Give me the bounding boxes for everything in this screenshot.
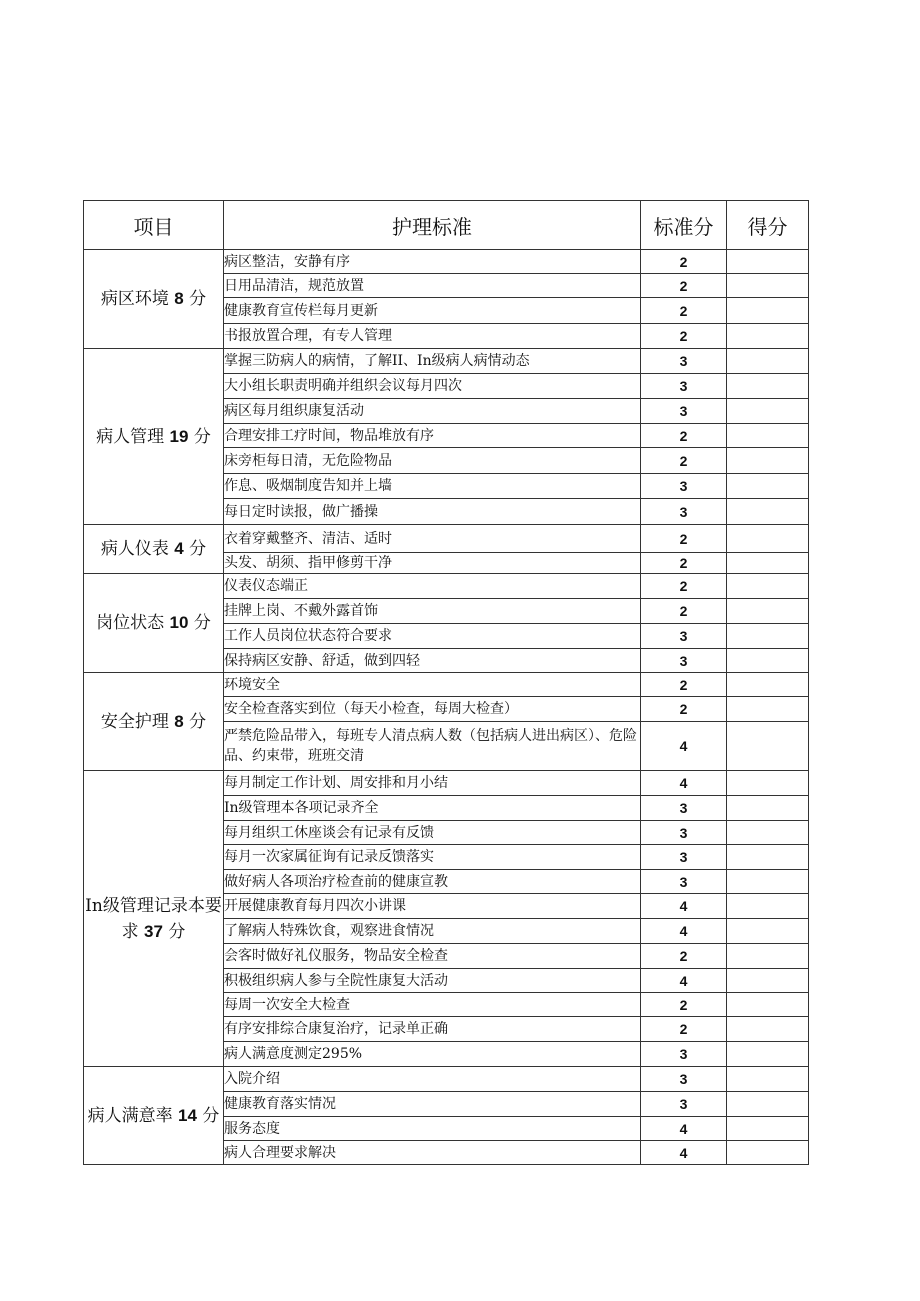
- standard-score: 2: [641, 298, 727, 324]
- score-got-cell[interactable]: [727, 870, 809, 894]
- standard-score: 2: [641, 697, 727, 722]
- standard-text: 作息、吸烟制度告知并上墙: [224, 474, 641, 499]
- standard-score: 3: [641, 1067, 727, 1092]
- standard-text: 日用品清洁，规范放置: [224, 274, 641, 298]
- header-score: 标准分: [641, 201, 727, 250]
- score-got-cell[interactable]: [727, 969, 809, 993]
- score-got-cell[interactable]: [727, 993, 809, 1017]
- standard-score: 2: [641, 525, 727, 553]
- standard-score: 2: [641, 673, 727, 697]
- standard-text: 病区每月组织康复活动: [224, 399, 641, 424]
- standard-text: 保持病区安静、舒适，做到四轻: [224, 649, 641, 673]
- standard-score: 3: [641, 499, 727, 525]
- standard-score: 4: [641, 771, 727, 796]
- standard-text: 大小组长职责明确并组织会议每月四次: [224, 374, 641, 399]
- standard-text: 合理安排工疗时间，物品堆放有序: [224, 424, 641, 448]
- standard-text: 服务态度: [224, 1117, 641, 1141]
- standard-text: 安全检查落实到位（每天小检查，每周大检查）: [224, 697, 641, 722]
- score-got-cell[interactable]: [727, 673, 809, 697]
- score-got-cell[interactable]: [727, 1042, 809, 1067]
- standard-score: 2: [641, 553, 727, 574]
- standard-text: 掌握三防病人的病情，了解II、In级病人病情动态: [224, 349, 641, 374]
- standard-text: 病人合理要求解决: [224, 1141, 641, 1165]
- standard-score: 4: [641, 894, 727, 919]
- category-name: 病人仪表: [100, 539, 169, 559]
- category-points: 8: [174, 711, 184, 731]
- category-cell: [84, 349, 224, 525]
- standard-text: 病人满意度测定295%: [224, 1042, 641, 1067]
- category-unit: 分: [189, 289, 207, 309]
- table-row: [84, 1067, 809, 1092]
- standard-text: 衣着穿戴整齐、清洁、适时: [224, 525, 641, 553]
- category-cell: [84, 250, 224, 349]
- score-got-cell[interactable]: [727, 374, 809, 399]
- score-got-cell[interactable]: [727, 499, 809, 525]
- standard-score: 2: [641, 944, 727, 969]
- category-points: 37: [144, 921, 163, 941]
- category-cell: [84, 673, 224, 771]
- category-name: 岗位状态: [96, 613, 165, 633]
- score-got-cell[interactable]: [727, 424, 809, 448]
- score-got-cell[interactable]: [727, 821, 809, 845]
- category-unit: 分: [168, 921, 186, 942]
- standard-score: 2: [641, 324, 727, 349]
- score-got-cell[interactable]: [727, 649, 809, 673]
- score-got-cell[interactable]: [727, 324, 809, 349]
- standard-text: 挂牌上岗、不戴外露首饰: [224, 599, 641, 624]
- category-unit: 分: [189, 539, 207, 559]
- standard-score: 2: [641, 599, 727, 624]
- category-cell: [84, 1067, 224, 1165]
- standard-score: 2: [641, 274, 727, 298]
- category-name: 病人管理: [96, 426, 165, 447]
- header-row: [84, 201, 809, 250]
- standard-text: 每月一次家属征询有记录反馈落实: [224, 845, 641, 870]
- standard-score: 3: [641, 1092, 727, 1117]
- header-item: 项目: [84, 201, 224, 250]
- standard-score: 3: [641, 821, 727, 845]
- standard-text: 入院介绍: [224, 1067, 641, 1092]
- score-got-cell[interactable]: [727, 1141, 809, 1165]
- table-body: [84, 250, 809, 1165]
- table-row: [84, 525, 809, 553]
- standard-text: 环境安全: [224, 673, 641, 697]
- standard-score: 4: [641, 722, 727, 771]
- score-got-cell[interactable]: [727, 250, 809, 274]
- standard-score: 3: [641, 474, 727, 499]
- score-got-cell[interactable]: [727, 349, 809, 374]
- category-name: 病人满意率: [87, 1105, 173, 1126]
- standard-score: 2: [641, 448, 727, 474]
- nursing-standard-table: [83, 200, 809, 1165]
- standard-score: 3: [641, 1042, 727, 1067]
- category-unit: 分: [202, 1105, 220, 1126]
- standard-text: 做好病人各项治疗检查前的健康宣教: [224, 870, 641, 894]
- header-got: 得分: [727, 201, 809, 250]
- standard-score: 3: [641, 624, 727, 649]
- score-got-cell[interactable]: [727, 624, 809, 649]
- standard-text: 每日定时读报，做广播操: [224, 499, 641, 525]
- standard-score: 3: [641, 374, 727, 399]
- standard-score: 2: [641, 424, 727, 448]
- score-got-cell[interactable]: [727, 399, 809, 424]
- category-name: In级管理记录本要求: [85, 895, 222, 942]
- score-got-cell[interactable]: [727, 1017, 809, 1042]
- header-standard: 护理标准: [224, 201, 641, 250]
- score-got-cell[interactable]: [727, 796, 809, 821]
- category-unit: 分: [189, 711, 207, 732]
- category-points: 10: [169, 613, 189, 632]
- category-name: 安全护理: [100, 711, 169, 732]
- standard-text: 每周一次安全大检查: [224, 993, 641, 1017]
- standard-score: 3: [641, 845, 727, 870]
- table-row: [84, 673, 809, 697]
- standard-text: 床旁柜每日清，无危险物品: [224, 448, 641, 474]
- score-got-cell[interactable]: [727, 1067, 809, 1092]
- standard-text: 了解病人特殊饮食，观察进食情况: [224, 919, 641, 944]
- standard-text: 有序安排综合康复治疗，记录单正确: [224, 1017, 641, 1042]
- score-got-cell[interactable]: [727, 298, 809, 324]
- score-got-cell[interactable]: [727, 525, 809, 553]
- standard-text: 每月制定工作计划、周安排和月小结: [224, 771, 641, 796]
- score-got-cell[interactable]: [727, 771, 809, 796]
- standard-score: 4: [641, 919, 727, 944]
- standard-score: 3: [641, 649, 727, 673]
- standard-score: 4: [641, 969, 727, 993]
- score-got-cell[interactable]: [727, 553, 809, 574]
- score-got-cell[interactable]: [727, 919, 809, 944]
- category-points: 14: [178, 1105, 197, 1125]
- table-row: [84, 771, 809, 796]
- standard-text: 书报放置合理，有专人管理: [224, 324, 641, 349]
- category-points: 19: [169, 426, 189, 446]
- standard-score: 3: [641, 349, 727, 374]
- standard-score: 2: [641, 250, 727, 274]
- table-row: [84, 574, 809, 599]
- standard-text: 开展健康教育每月四次小讲课: [224, 894, 641, 919]
- standard-text: 严禁危险品带入，每班专人清点病人数（包括病人进出病区）、危险品、约束带，班班交清: [224, 722, 641, 771]
- category-cell: [84, 771, 224, 1067]
- score-got-cell[interactable]: [727, 1092, 809, 1117]
- score-got-cell[interactable]: [727, 894, 809, 919]
- standard-text: 头发、胡须、指甲修剪干净: [224, 553, 641, 574]
- table-row: [84, 349, 809, 374]
- standard-text: 工作人员岗位状态符合要求: [224, 624, 641, 649]
- score-got-cell[interactable]: [727, 474, 809, 499]
- standard-text: 会客时做好礼仪服务，物品安全检查: [224, 944, 641, 969]
- category-name: 病区环境: [100, 289, 169, 309]
- standard-text: In级管理本各项记录齐全: [224, 796, 641, 821]
- standard-score: 2: [641, 993, 727, 1017]
- standard-text: 健康教育宣传栏每月更新: [224, 298, 641, 324]
- standard-text: 仪表仪态端正: [224, 574, 641, 599]
- standard-score: 3: [641, 870, 727, 894]
- score-got-cell[interactable]: [727, 722, 809, 771]
- score-got-cell[interactable]: [727, 599, 809, 624]
- standard-score: 3: [641, 399, 727, 424]
- category-points: 4: [174, 539, 184, 558]
- category-cell: [84, 525, 224, 574]
- standard-score: 3: [641, 796, 727, 821]
- standard-score: 4: [641, 1141, 727, 1165]
- standard-score: 2: [641, 574, 727, 599]
- score-got-cell[interactable]: [727, 448, 809, 474]
- category-unit: 分: [193, 426, 211, 447]
- score-got-cell[interactable]: [727, 574, 809, 599]
- standard-text: 病区整洁，安静有序: [224, 250, 641, 274]
- category-unit: 分: [193, 613, 211, 633]
- table-row: [84, 250, 809, 274]
- category-points: 8: [174, 289, 184, 308]
- standard-score: 4: [641, 1117, 727, 1141]
- score-got-cell[interactable]: [727, 1117, 809, 1141]
- category-cell: [84, 574, 224, 673]
- standard-score: 2: [641, 1017, 727, 1042]
- score-got-cell[interactable]: [727, 944, 809, 969]
- standard-text: 健康教育落实情况: [224, 1092, 641, 1117]
- score-got-cell[interactable]: [727, 274, 809, 298]
- score-got-cell[interactable]: [727, 697, 809, 722]
- standard-text: 每月组织工休座谈会有记录有反馈: [224, 821, 641, 845]
- score-got-cell[interactable]: [727, 845, 809, 870]
- standard-text: 积极组织病人参与全院性康复大活动: [224, 969, 641, 993]
